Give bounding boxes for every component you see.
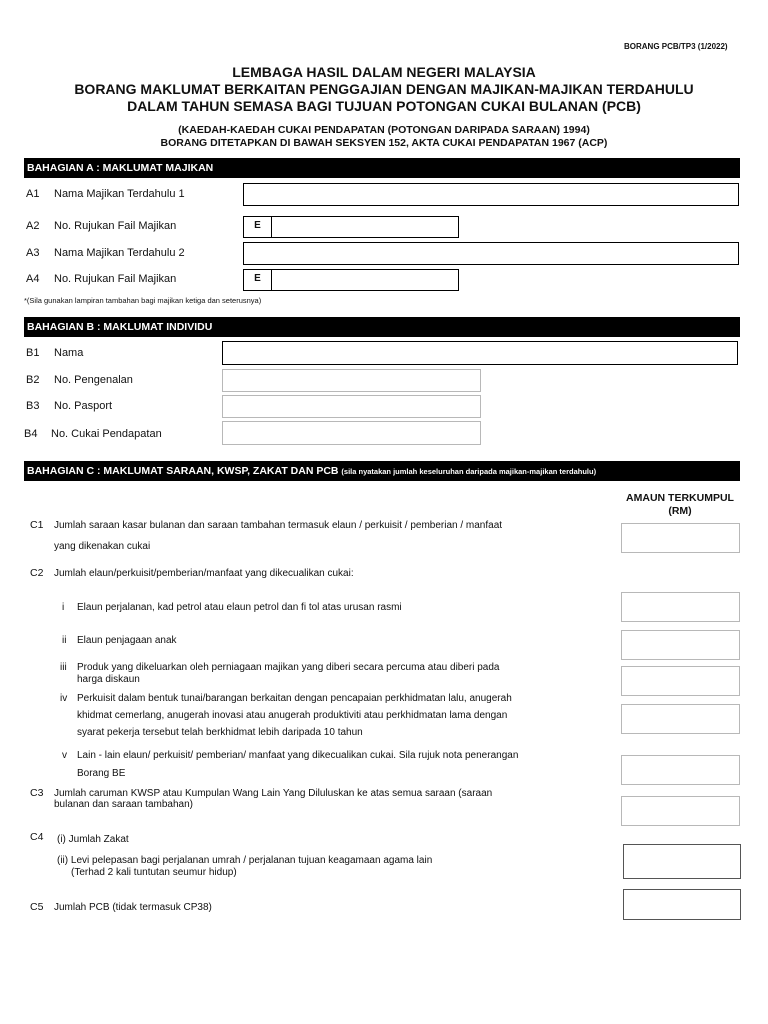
section-b-header [24, 317, 740, 337]
section-b-title: BAHAGIAN B : MAKLUMAT INDIVIDU [27, 321, 213, 333]
c2-iv-num: iv [60, 693, 68, 704]
section-a-header [24, 158, 740, 178]
c1-code: C1 [30, 519, 44, 531]
a3-code: A3 [26, 247, 40, 259]
b1-code: B1 [26, 347, 40, 359]
c1-label-line2: yang dikenakan cukai [54, 541, 151, 552]
c4-ii-label-line1: (ii) Levi pelepasan bagi perjalanan umrah / perjalanan tujuan keagamaan agama lain [57, 855, 433, 866]
a4-code: A4 [26, 273, 40, 285]
c2-iii-amount-input[interactable] [621, 666, 740, 696]
c4-ii-label-line2: (Terhad 2 kali tuntutan seumur hidup) [71, 867, 237, 878]
c2-v-label-line1: Lain - lain elaun/ perkuisit/ pemberian/ manfaat yang dikecualikan cukai. Sila rujuk nota penerangan [77, 750, 519, 761]
b3-passport-input[interactable] [222, 395, 481, 418]
b3-label: No. Pasport [54, 400, 113, 412]
b2-label: No. Pengenalan [54, 374, 133, 386]
c2-ii-label: Elaun penjagaan anak [77, 635, 177, 646]
b2-code: B2 [26, 374, 40, 386]
c3-label-line2: bulanan dan saraan tambahan) [54, 799, 193, 810]
c5-code: C5 [30, 901, 44, 913]
section-c-subtitle: (sila nyatakan jumlah keseluruhan daripada majikan-majikan terdahulu) [341, 467, 597, 476]
b4-label: No. Cukai Pendapatan [51, 428, 162, 440]
c2-iii-label-line1: Produk yang dikeluarkan oleh perniagaan majikan yang diberi secara percuma atau diberi pada [77, 662, 500, 673]
c2-v-num: v [62, 750, 67, 761]
a3-label: Nama Majikan Terdahulu 2 [54, 247, 185, 259]
c2-iv-label-line2: khidmat cemerlang, anugerah inovasi atau anugerah produktiviti atau perkhidmatan lama dengan [77, 710, 508, 721]
a4-employer-ref-input[interactable] [243, 269, 459, 291]
c2-ii-num: ii [62, 635, 67, 646]
a2-prefix: E [244, 217, 272, 237]
c5-label: Jumlah PCB (tidak termasuk CP38) [54, 902, 212, 913]
a2-label: No. Rujukan Fail Majikan [54, 220, 177, 232]
c2-iv-amount-input[interactable] [621, 704, 740, 734]
b1-name-input[interactable] [222, 341, 738, 365]
c2-label: Jumlah elaun/perkuisit/pemberian/manfaat yang dikecualikan cukai: [54, 568, 354, 579]
c2-iv-label-line3: syarat pekerja tersebut telah berkhidmat lebih daripada 10 tahun [77, 727, 363, 738]
a4-label: No. Rujukan Fail Majikan [54, 273, 177, 285]
header-form-title-line1: BORANG MAKLUMAT BERKAITAN PENGGAJIAN DENGAN MAJIKAN-MAJIKAN TERDAHULU [74, 81, 694, 97]
section-a-note: *(Sila gunakan lampiran tambahan bagi majikan ketiga dan seterusnya) [24, 296, 262, 305]
section-a-title: BAHAGIAN A : MAKLUMAT MAJIKAN [27, 162, 214, 174]
c2-v-label-line2: Borang BE [77, 768, 126, 779]
b1-label: Nama [54, 347, 84, 359]
b3-code: B3 [26, 400, 40, 412]
c2-iii-num: iii [60, 662, 67, 673]
c2-code: C2 [30, 567, 44, 579]
section-c-title: BAHAGIAN C : MAKLUMAT SARAAN, KWSP, ZAKAT DAN PCB [27, 465, 339, 477]
b4-code: B4 [24, 428, 38, 440]
header-section-reference: BORANG DITETAPKAN DI BAWAH SEKSYEN 152, AKTA CUKAI PENDAPATAN 1967 (ACP) [160, 137, 608, 149]
section-c-header [24, 461, 740, 481]
header-rules: (KAEDAH-KAEDAH CUKAI PENDAPATAN (POTONGAN DARIPADA SARAAN) 1994) [178, 124, 590, 136]
c5-amount-input[interactable] [623, 889, 741, 920]
a2-code: A2 [26, 220, 40, 232]
c2-i-label: Elaun perjalanan, kad petrol atau elaun petrol dan fi tol atas urusan rasmi [77, 602, 402, 613]
c2-iii-label-line2: harga diskaun [77, 674, 140, 685]
c3-label-line1: Jumlah caruman KWSP atau Kumpulan Wang Lain Yang Diluluskan ke atas semua saraan (saraan [54, 788, 493, 799]
c3-code: C3 [30, 787, 44, 799]
amaun-header-line2: (RM) [668, 505, 692, 517]
c1-label-line1: Jumlah saraan kasar bulanan dan saraan tambahan termasuk elaun / perkuisit / pemberian / manfaat [54, 520, 503, 531]
a4-prefix: E [244, 270, 272, 290]
b2-id-number-input[interactable] [222, 369, 481, 392]
a2-employer-ref-input[interactable] [243, 216, 459, 238]
a3-employer-name-input[interactable] [243, 242, 739, 265]
c2-v-amount-input[interactable] [621, 755, 740, 785]
form-code: BORANG PCB/TP3 (1/2022) [624, 42, 728, 51]
a1-label: Nama Majikan Terdahulu 1 [54, 188, 185, 200]
amaun-header-line1: AMAUN TERKUMPUL [626, 492, 734, 504]
c4-code: C4 [30, 831, 44, 843]
c2-iv-label-line1: Perkuisit dalam bentuk tunai/barangan berkaitan dengan pencapaian perkhidmatan lalu, anugerah [77, 693, 512, 704]
c1-amount-input[interactable] [621, 523, 740, 553]
header-form-title-line2: DALAM TAHUN SEMASA BAGI TUJUAN POTONGAN CUKAI BULANAN (PCB) [127, 98, 641, 114]
c4-ii-amount-input[interactable] [623, 844, 741, 879]
c3-amount-input[interactable] [621, 796, 740, 826]
header-agency: LEMBAGA HASIL DALAM NEGERI MALAYSIA [232, 64, 536, 80]
c2-i-num: i [62, 602, 65, 613]
c2-ii-amount-input[interactable] [621, 630, 740, 660]
b4-tax-number-input[interactable] [222, 421, 481, 445]
a1-employer-name-input[interactable] [243, 183, 739, 206]
c2-i-amount-input[interactable] [621, 592, 740, 622]
a1-code: A1 [26, 188, 40, 200]
c4-i-label: (i) Jumlah Zakat [57, 834, 129, 845]
amaun-header [616, 492, 744, 518]
